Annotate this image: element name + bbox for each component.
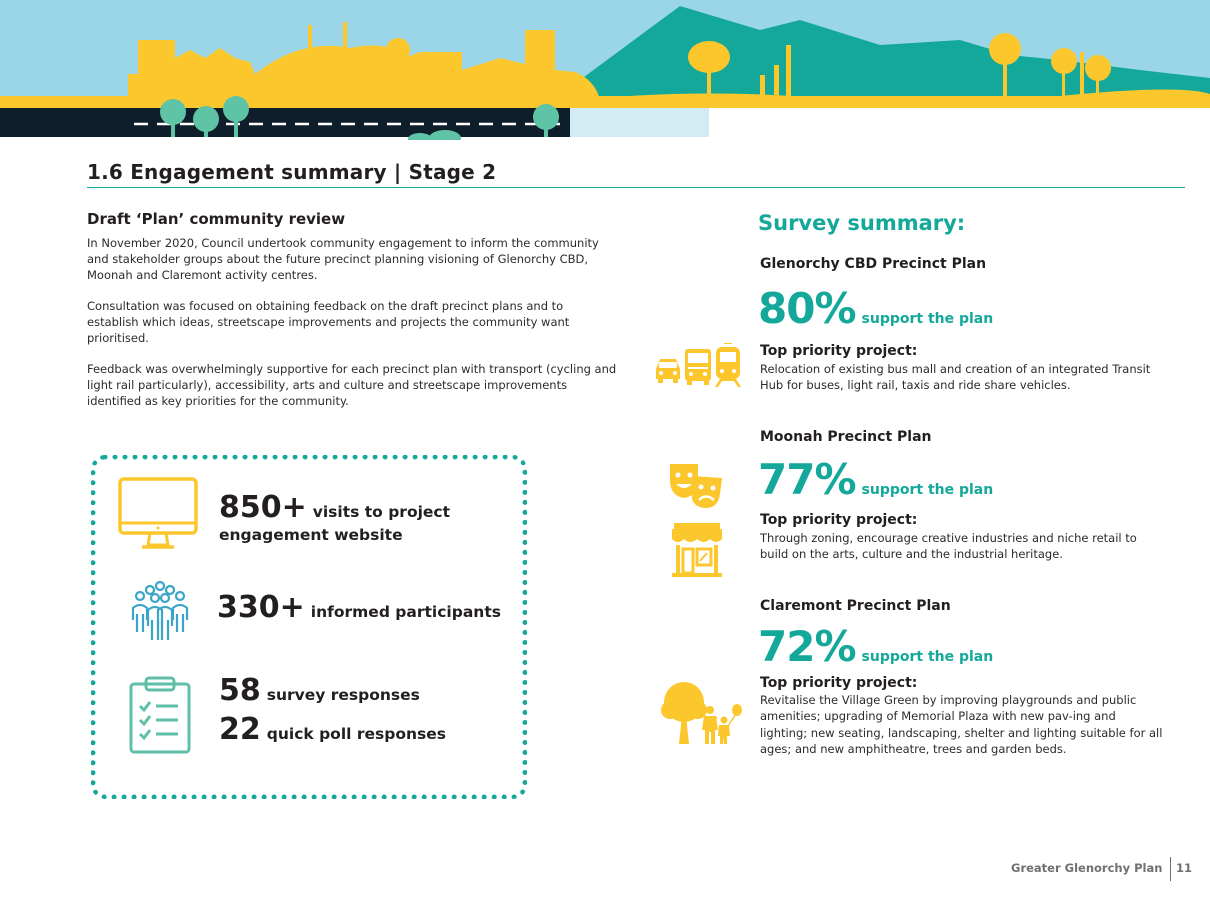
header-banner-illustration	[0, 0, 1210, 140]
plan-title-moonah: Moonah Precinct Plan	[760, 429, 932, 445]
support-percent: 80%	[758, 284, 856, 333]
priority-text-glenorchy: Relocation of existing bus mall and creation of an integrated Transit Hub for buses, light rail, taxis and ride share vehicles.	[760, 362, 1151, 393]
review-column	[87, 210, 617, 424]
visits-number: 850+	[219, 490, 307, 525]
review-paragraph: In November 2020, Council undertook community engagement to inform the community and stakeholder groups about the future precinct planning visioning of Glenorchy CBD, Moonah and Claremont activity centres.	[87, 236, 599, 282]
support-row-claremont	[758, 622, 993, 671]
visits-label: visits to project	[312, 503, 451, 521]
monitor-icon	[118, 477, 198, 551]
survey-responses-stat	[219, 673, 420, 708]
survey-summary-heading: Survey summary:	[758, 211, 966, 235]
visits-label-line2: engagement website	[219, 526, 403, 544]
shopfront-icon	[670, 521, 724, 577]
review-paragraph: Consultation was focused on obtaining feedback on the draft precinct plans and to establish which ideas, streetscape improvements and projects the community want prioritised.	[87, 299, 570, 345]
page-number: 11	[1176, 861, 1193, 875]
title-divider	[87, 187, 1185, 188]
footer-document-title: Greater Glenorchy Plan	[1011, 861, 1163, 875]
theatre-masks-icon	[668, 462, 724, 510]
people-group-icon	[130, 580, 190, 644]
priority-title: Top priority project:	[760, 512, 918, 528]
poll-responses-label: quick poll responses	[266, 725, 446, 743]
survey-responses-label: survey responses	[266, 686, 420, 704]
support-row-glenorchy	[758, 284, 993, 333]
clipboard-icon	[128, 676, 192, 756]
visits-stat	[219, 490, 450, 525]
plan-title-claremont: Claremont Precinct Plan	[760, 598, 951, 614]
participants-number: 330+	[217, 590, 305, 625]
priority-text-claremont: Revitalise the Village Green by improving playgrounds and public amenities; upgrading of Memorial Plaza with new pav-ing and lighting; new seating, landscaping, shelter and lighting suitable for all ages; and new amphitheatre, trees and garden beds.	[760, 693, 1163, 756]
footer-divider	[1170, 857, 1171, 881]
priority-title: Top priority project:	[760, 675, 918, 691]
support-percent: 77%	[758, 455, 856, 504]
support-label: support the plan	[861, 649, 994, 665]
support-percent: 72%	[758, 622, 856, 671]
review-paragraph: Feedback was overwhelmingly supportive for each precinct plan with transport (cycling and light rail particularly), accessibility, arts and culture and streetscape improvements identified as key priorities for the community.	[87, 362, 617, 408]
poll-responses-number: 22	[219, 712, 261, 747]
survey-responses-number: 58	[219, 673, 261, 708]
support-label: support the plan	[861, 311, 994, 327]
participants-stat	[217, 590, 501, 625]
support-label: support the plan	[861, 482, 994, 498]
page-section-title: 1.6 Engagement summary | Stage 2	[87, 160, 497, 184]
transport-icon	[654, 343, 744, 387]
priority-title: Top priority project:	[760, 343, 918, 359]
poll-responses-stat	[219, 712, 446, 747]
priority-text-moonah: Through zoning, encourage creative industries and niche retail to build on the arts, culture and the industrial heritage.	[760, 531, 1137, 562]
review-heading: Draft ‘Plan’ community review	[87, 210, 346, 228]
plan-title-glenorchy: Glenorchy CBD Precinct Plan	[760, 256, 987, 272]
support-row-moonah	[758, 455, 993, 504]
park-family-icon	[660, 680, 746, 746]
participants-label: informed participants	[310, 603, 501, 621]
